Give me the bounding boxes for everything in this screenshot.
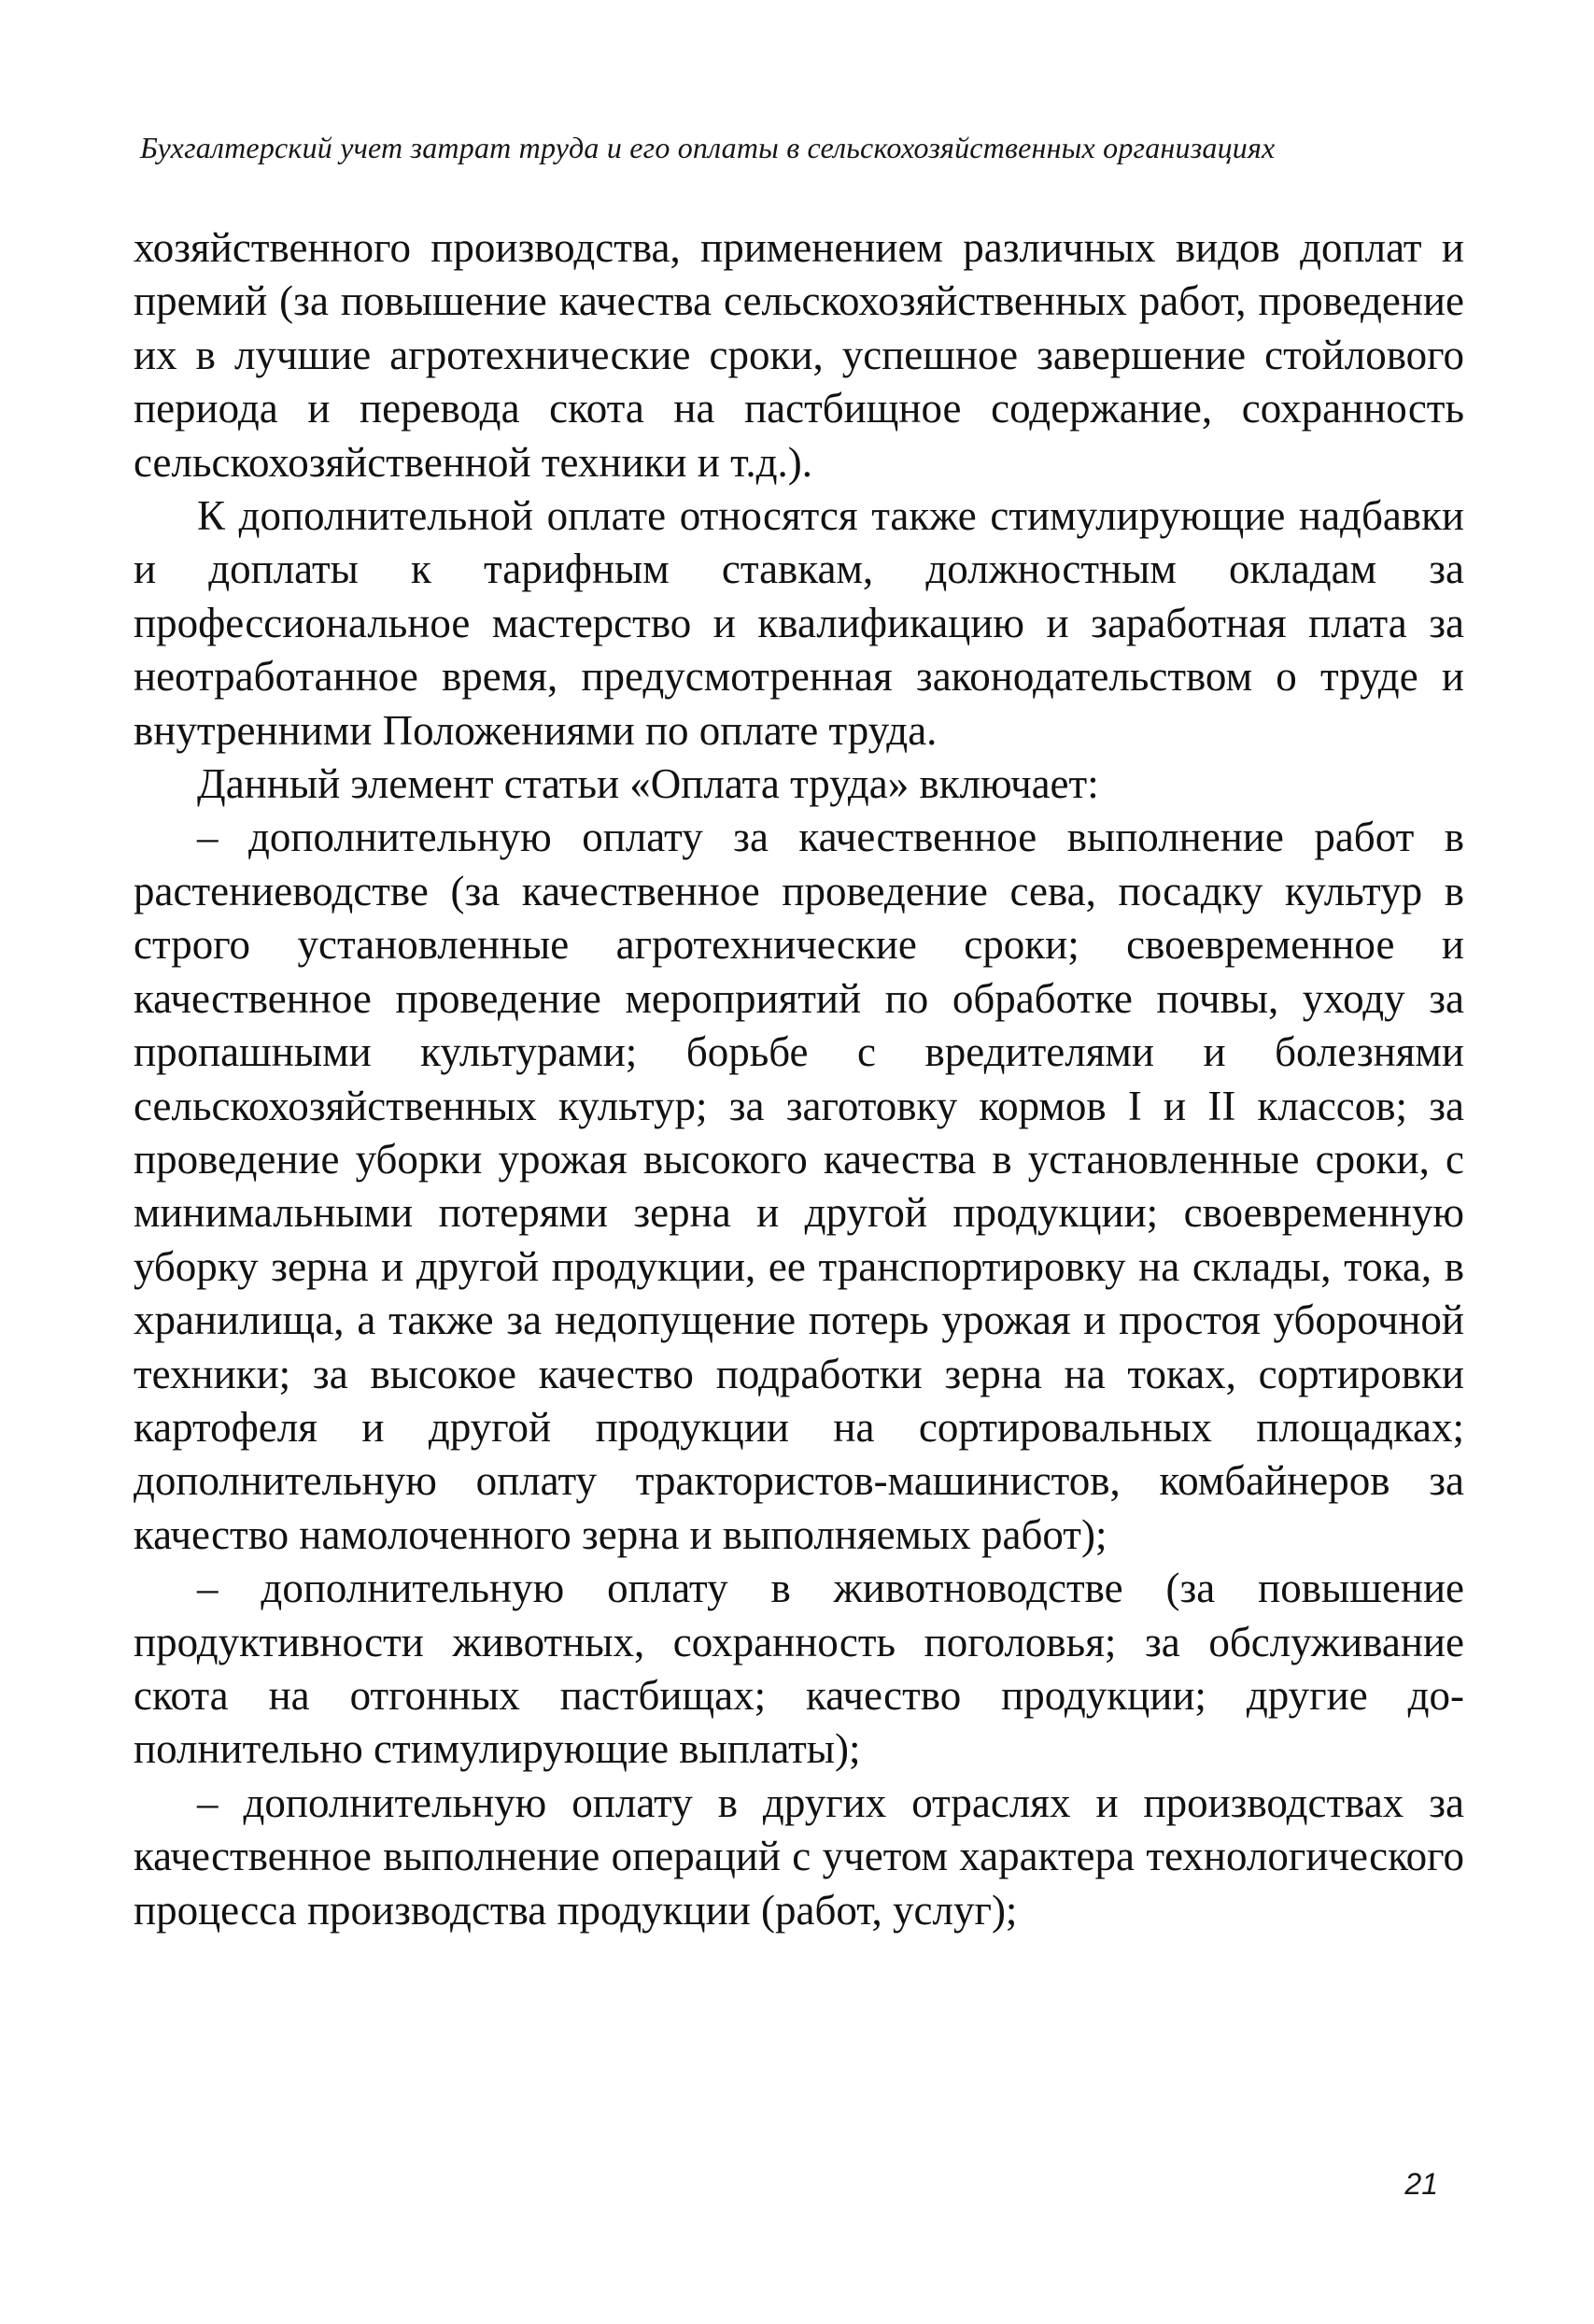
list-item-crop-production: – дополнительную оплату за качественное выполнение работ в растениеводстве (за качественное проведение сева, посадку культур в строго установленные агротехнические сроки; своевременное и качественное проведение мероприятий по обработке почвы, уходу за пропашными культурами; борьбе с вредителями и болезнями сельскохозяйственных культур; за заготовку кормов I и II классов; за проведение уборки урожая высокого качества в установленные сроки, с минимальными потерями зерна и другой продукции; своевременную уборку зерна и другой продукции, ее транспортировку на склады, тока, в хранилища, а также за недопущение потерь урожая и простоя уборочной техники; за высокое качество подработки зерна на токах, сортировки картофеля и другой продукции на сортировальных площадках; дополнительную оплату трактористов-машинистов, комбайнеров за качество намолоченного зерна и выполняемых работ); — [134, 814, 1464, 1558]
list-item-livestock: – дополнительную оплату в животноводстве (за повышение продуктивности животных, сохранность поголовья; за обслуживание скота на отгонных пастбищах; качество продукции; другие дополнительно стимулирующие выплаты); — [134, 1565, 1464, 1773]
list-item-other-industries: – дополнительную оплату в других отраслях и производствах за качественное выполнение операций с учетом характера технологического процесса производства продукции (работ, услуг); — [134, 1778, 1464, 1934]
page-number: 21 — [1404, 2167, 1438, 2201]
paragraph-element-includes: Данный элемент статьи «Оплата труда» включает: — [197, 760, 1099, 808]
running-header: Бухгалтерский учет затрат труда и его оплаты в сельскохозяйственных организациях — [140, 131, 1276, 164]
body-text — [134, 221, 1464, 1937]
paragraph-continuation: хозяйственного производства, применением различных видов доплат и премий (за повышение качества сельскохозяйственных работ, проведение их в лучшие агротехнические сроки, успешное завершение стойлового периода и перевода скота на пастбищное содержание, сохранность сельскохозяйственной техники и т.д.). — [134, 224, 1464, 486]
paragraph-additional-pay: К дополнительной оплате относятся также стимулирующие надбавки и доплаты к тарифным ставкам, должностным окладам за профессиональное мастерство и квалификацию и заработная плата за неотработанное время, предусмотренная законодательством о труде и внутренними Положениями по оплате труда. — [134, 492, 1464, 754]
